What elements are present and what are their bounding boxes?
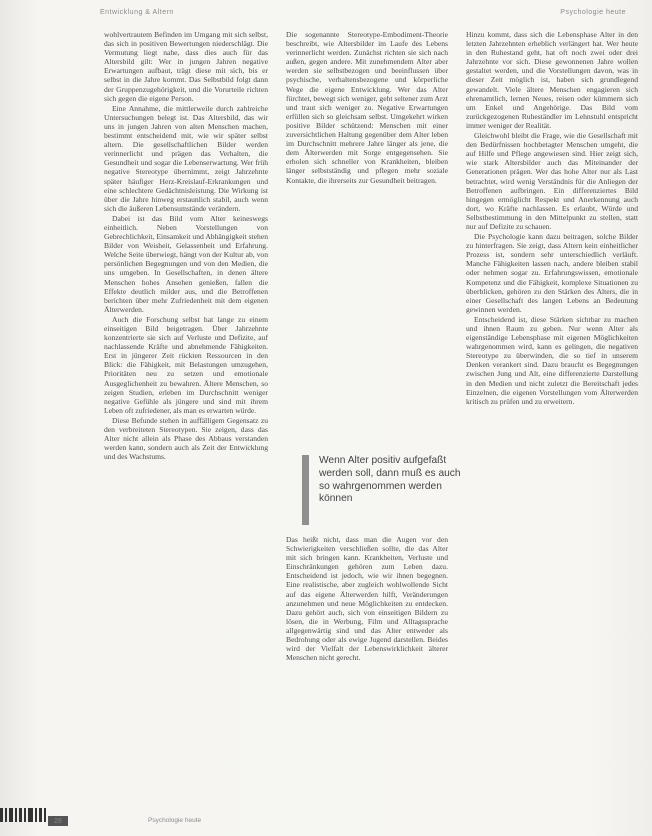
paragraph: Dabei ist das Bild vom Alter keineswegs einheitlich. Neben Vorstellungen von Gebrechlichkeit, Einsamkeit und Abhängigkeit stehen Bilder von Weisheit, Gelassenheit und Erfahrung. Welche Seite überwiegt, hängt von der Kultur ab, von persönlichen Begegnungen und von den Medien, die uns umgeben. In Gesellschaften, in denen ältere Menschen hohes Ansehen genießen, fallen die Effekte deutlich milder aus, und die Betroffenen berichten über mehr Zufriedenheit mit dem eigenen Älterwerden.: [104, 213, 268, 314]
paragraph: Auch die Forschung selbst hat lange zu einem einseitigen Bild beigetragen. Über Jahrzehnte konzentrierte sie sich auf Verluste und Defizite, auf nachlassende Kräfte und abnehmende Fähigkeiten. Erst in jüngerer Zeit rückten Ressourcen in den Blick: die Fähigkeit, mit Belastungen umzugehen, Prioritäten neu zu setzen und emotionale Ausgeglichenheit zu bewahren. Ältere Menschen, so zeigen Studien, erleben im Durchschnitt weniger negative Gefühle als jüngere und sind mit ihrem Leben oft zufriedener, als man es erwarten würde.: [104, 314, 268, 415]
paragraph: Entscheidend ist, diese Stärken sichtbar zu machen und ihnen Raum zu geben. Nur wenn Alter als eigenständige Lebensphase mit eigenen Möglichkeiten wahrgenommen wird, kann es gelingen, die negativen Stereotype zu überwinden, die so tief in unserem Denken verankert sind. Dazu braucht es Begegnungen zwischen Jung und Alt, eine differenzierte Darstellung in den Medien und nicht zuletzt die Bereitschaft jedes Einzelnen, die eigenen Vorstellungen vom Älterwerden kritisch zu prüfen und zu erweitern.: [466, 314, 638, 406]
footer-title: Psychologie heute: [148, 817, 202, 824]
paragraph: wohlvertrautem Befinden im Umgang mit sich selbst, das sich in positiven Bewertungen niederschlägt. Die Vermutung liegt nahe, dass dies auch für das Altersbild gilt: Wer in jungen Jahren negative Erwartungen aufbaut, trägt diese mit sich, bis er selbst in die Jahre kommt. Das Selbstbild folgt dann der Gruppenzugehörigkeit, und die Vorurteile richten sich gegen die eigene Person.: [104, 30, 268, 103]
text-column-1: [104, 30, 268, 820]
paragraph: Hinzu kommt, dass sich die Lebensphase Alter in den letzten Jahrzehnten erheblich verlängert hat. Wer heute in den Ruhestand geht, hat oft noch zwei oder drei Jahrzehnte vor sich. Diese gewonnenen Jahre wollen gestaltet werden, und die Vorstellungen davon, was in dieser Zeit möglich ist, haben sich grundlegend gewandelt. Viele ältere Menschen engagieren sich ehrenamtlich, lernen Neues, reisen oder kümmern sich um Enkel und Angehörige. Das Bild vom zurückgezogenen Ruheständler im Lehnstuhl entspricht immer weniger der Realität.: [466, 30, 638, 130]
paragraph: Diese Befunde stehen in auffälligem Gegensatz zu den verbreiteten Stereotypen. Sie zeigen, dass das Alter nicht allein als Phase des Abbaus verstanden werden kann, sondern auch als Zeit der Entwicklung und des Wachstums.: [104, 415, 268, 462]
scan-edge-marks: [0, 802, 104, 836]
running-header: [70, 6, 638, 20]
page-number: 28: [54, 818, 62, 825]
text-column-3: [466, 30, 638, 816]
text-column-2: [286, 30, 448, 360]
paragraph: Gleichwohl bleibt die Frage, wie die Gesellschaft mit den Bedürfnissen hochbetagter Menschen umgeht, die auf Hilfe und Pflege angewiesen sind. Hier zeigt sich, wie stark Altersbilder auch das Miteinander der Generationen prägen. Wer das hohe Alter nur als Last betrachtet, wird wenig Verständnis für die Anliegen der Betroffenen aufbringen. Ein differenziertes Bild hingegen ermöglicht Respekt und Anerkennung auch dort, wo Kräfte nachlassen. Es erlaubt, Würde und Selbstbestimmung in den Mittelpunkt zu stellen, statt nur auf Defizite zu schauen.: [466, 131, 638, 231]
paragraph: Das heißt nicht, dass man die Augen vor den Schwierigkeiten verschließen sollte, die das Alter mit sich bringen kann. Krankheiten, Verluste und Einschränkungen gehören zum Leben dazu. Entscheidend ist jedoch, wie wir ihnen begegnen. Eine realistische, aber zugleich wohlwollende Sicht auf das eigene Älterwerden hilft, Veränderungen anzunehmen und neue Möglichkeiten zu entdecken. Dazu gehört auch, sich von einseitigen Bildern zu lösen, die in Werbung, Film und Alltagssprache allgegenwärtig sind und das Alter entweder als Bedrohung oder als ewige Jugend darstellen. Beides wird der Vielfalt der Lebenswirklichkeit älterer Menschen nicht gerecht.: [286, 535, 448, 663]
text-column-2-lower: [286, 535, 448, 797]
paragraph: Eine Annahme, die mittlerweile durch zahlreiche Untersuchungen belegt ist. Das Altersbild, das wir uns in jungen Jahren von alten Menschen machen, bestimmt entscheidend mit, wie wir später selbst altern. Die gesellschaftlichen Bilder werden verinnerlicht und prägen das Verhalten, die Gesundheit und sogar die Lebenserwartung. Wer früh negative Stereotype übernimmt, zeigt Jahrzehnte später häufiger Herz-Kreislauf-Erkrankungen und eine schlechtere Gedächtnisleistung. Die Wirkung ist über die Jahre hinweg erstaunlich stabil, auch wenn sich die äußeren Lebensumstände verändern.: [104, 103, 268, 213]
paragraph: Die Psychologie kann dazu beitragen, solche Bilder zu hinterfragen. Sie zeigt, dass Altern kein einheitlicher Prozess ist, sondern sehr unterschiedlich verläuft. Manche Fähigkeiten lassen nach, andere bleiben stabil oder nehmen sogar zu. Erfahrungswissen, emotionale Kompetenz und die Fähigkeit, komplexe Situationen zu überblicken, gehören zu den Stärken des Alters, die in einer Gesellschaft des langen Lebens an Bedeutung gewinnen werden.: [466, 232, 638, 314]
paragraph: Die sogenannte Stereotype-Embodiment-Theorie beschreibt, wie Altersbilder im Laufe des Lebens verinnerlicht werden. Zunächst richten sie sich nach außen, gegen andere. Mit zunehmendem Alter aber werden sie selbstbezogen und beeinflussen über psychische, verhaltensbezogene und körperliche Wege die eigene Entwicklung. Wer das Alter fürchtet, bewegt sich weniger, geht seltener zum Arzt und traut sich weniger zu. Negative Erwartungen erfüllen sich so gleichsam selbst. Umgekehrt wirken positive Bilder schützend: Menschen mit einer zuversichtlichen Haltung gegenüber dem Alter leben im Durchschnitt mehrere Jahre länger als jene, die dem Älterwerden mit Sorge entgegensehen. Sie erholen sich schneller von Krankheiten, bleiben länger selbstständig und pflegen mehr soziale Kontakte, die ihrerseits zur Gesundheit beitragen.: [286, 30, 448, 185]
header-left: Entwicklung & Altern: [100, 9, 174, 16]
pull-quote: Wenn Alter positiv aufgefaßt werden soll, dann muß es auch so wahrgenommen werden können: [302, 455, 465, 525]
header-right: Psychologie heute: [560, 9, 626, 16]
